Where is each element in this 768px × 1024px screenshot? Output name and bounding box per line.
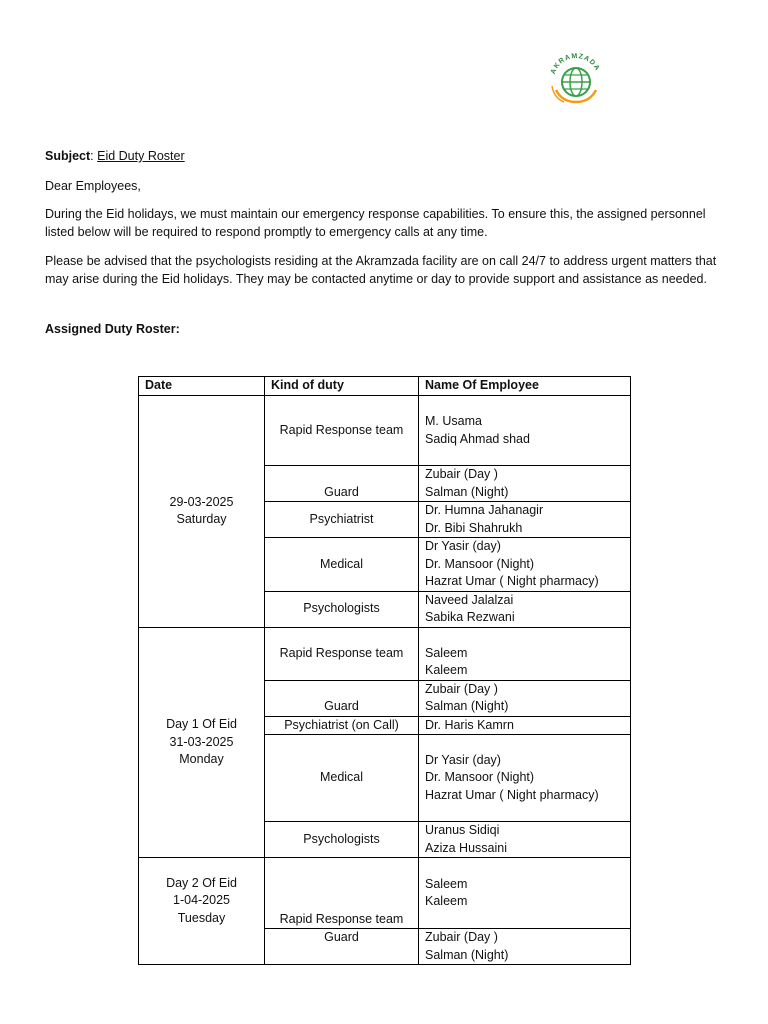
date-line: 31-03-2025 [169, 734, 234, 749]
employee-name: Zubair (Day ) [425, 930, 498, 944]
employee-cell [419, 822, 631, 858]
duty-kind: Psychiatrist [265, 502, 419, 538]
date-line: Day 2 Of Eid [166, 875, 237, 890]
paragraph-emergency [45, 205, 725, 241]
employee-cell [419, 466, 631, 502]
date-cell [139, 396, 265, 628]
date-line: Saturday [176, 512, 227, 527]
employee-name: Kaleem [425, 894, 468, 908]
employee-name: Salman (Night) [425, 947, 509, 962]
duty-kind: Medical [265, 735, 419, 822]
assigned-heading-text: Assigned Duty Roster: [45, 322, 180, 336]
employee-cell [419, 591, 631, 627]
employee-cell [419, 396, 631, 466]
table-row [139, 396, 631, 466]
duty-kind: Guard [265, 929, 419, 965]
employee-name: Kaleem [425, 663, 468, 677]
globe-logo-icon [540, 50, 612, 110]
employee-name: Dr. Mansoor (Night) [425, 770, 535, 785]
subject-label: Subject [45, 149, 91, 163]
date-line: Day 1 Of Eid [166, 717, 237, 731]
employee-name: Salman (Night) [425, 484, 509, 499]
header-kind: Kind of duty [265, 377, 419, 396]
table-row [139, 627, 631, 680]
employee-name: Dr. Bibi Shahrukh [425, 520, 523, 535]
employee-name: Zubair (Day ) [425, 467, 498, 481]
date-line: Tuesday [177, 910, 226, 925]
duty-kind: Rapid Response team [265, 858, 419, 929]
employee-cell [419, 858, 631, 929]
employee-name: Naveed Jalalzai [425, 592, 514, 607]
greeting-text: Dear Employees, [45, 179, 141, 193]
employee-name: M. Usama [425, 414, 482, 428]
duty-kind: Guard [265, 466, 419, 502]
duty-roster-table [138, 376, 631, 965]
employee-cell [419, 502, 631, 538]
date-cell [139, 858, 265, 965]
table-row [139, 858, 631, 929]
employee-name: Dr. Humna Jahanagir [425, 503, 544, 517]
employee-name: Saleem [425, 645, 468, 660]
employee-cell [419, 735, 631, 822]
logo-text: AKRAMZADA [549, 52, 601, 76]
duty-kind: Psychologists [265, 591, 419, 627]
duty-kind: Rapid Response team [265, 396, 419, 466]
employee-name: Aziza Hussaini [425, 840, 507, 855]
subject-line: Subject: Eid Duty Roster [45, 149, 185, 163]
employee-cell [419, 929, 631, 965]
company-logo [540, 50, 612, 110]
duty-kind: Psychiatrist (on Call) [265, 716, 419, 735]
employee-name: Sabika Rezwani [425, 610, 515, 624]
paragraph-emergency-text: During the Eid holidays, we must maintain our emergency response capabilities. To ensure this, the assigned personnel listed below will be required to respond promptly to emergency calls at any time. [45, 207, 706, 239]
employee-cell [419, 627, 631, 680]
duty-kind: Guard [265, 680, 419, 716]
header-date: Date [139, 377, 265, 396]
employee-name: Dr. Haris Kamrn [425, 717, 514, 732]
subject-value: Eid Duty Roster [97, 149, 185, 163]
greeting [45, 177, 725, 195]
duty-kind: Rapid Response team [265, 627, 419, 680]
assigned-heading [45, 320, 725, 338]
header-employee: Name Of Employee [419, 377, 631, 396]
table-header-row [139, 377, 631, 396]
employee-name: Sadiq Ahmad shad [425, 431, 530, 446]
date-cell [139, 627, 265, 858]
duty-kind: Psychologists [265, 822, 419, 858]
employee-name: Uranus Sidiqi [425, 823, 500, 837]
svg-text:AKRAMZADA [550, 53, 601, 75]
employee-cell [419, 538, 631, 592]
date-line: Monday [179, 752, 224, 766]
date-line: 29-03-2025 [169, 494, 234, 509]
paragraph-psychologists-text: Please be advised that the psychologists residing at the Akramzada facility are on call 24/7 to address urgent matters that may arise during the Eid holidays. They may be contacted anytime or day to provide support and assistance as needed. [45, 254, 717, 286]
employee-cell [419, 680, 631, 716]
duty-kind: Medical [265, 538, 419, 592]
date-line: 1-04-2025 [173, 893, 230, 908]
employee-name: Dr Yasir (day) [425, 752, 501, 767]
employee-name: Dr Yasir (day) [425, 539, 501, 553]
employee-name: Hazrat Umar ( Night pharmacy) [425, 787, 599, 802]
paragraph-psychologists [45, 252, 725, 288]
employee-cell [419, 716, 631, 735]
employee-name: Salman (Night) [425, 699, 509, 713]
employee-name: Dr. Mansoor (Night) [425, 556, 535, 571]
employee-name: Hazrat Umar ( Night pharmacy) [425, 574, 599, 588]
employee-name: Zubair (Day ) [425, 681, 498, 696]
employee-name: Saleem [425, 876, 468, 891]
